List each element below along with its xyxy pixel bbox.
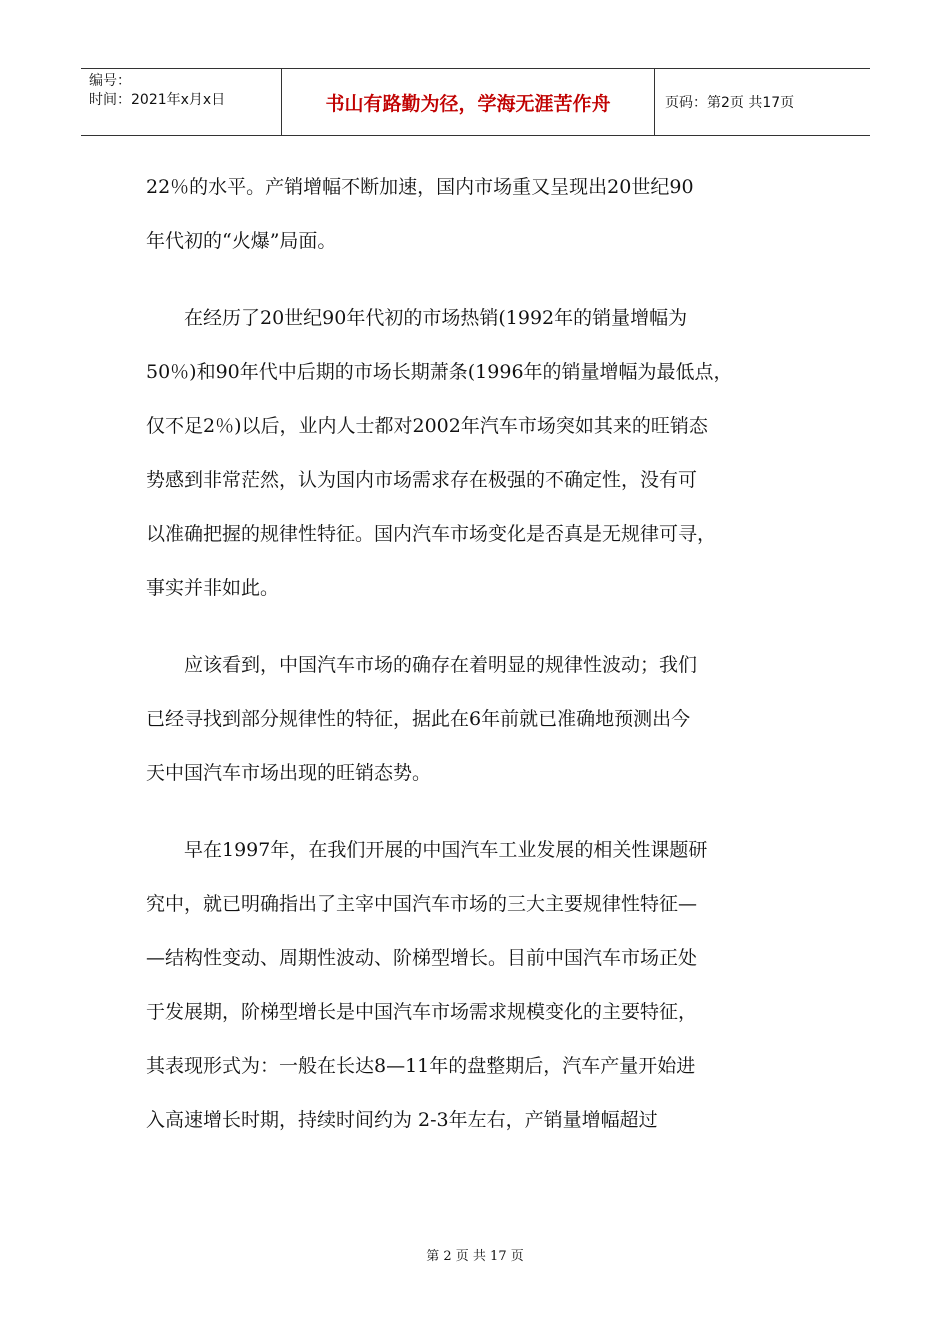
text-line: 事实并非如此。: [146, 577, 280, 599]
page-footer: 第 2 页 共 17 页: [426, 1249, 524, 1264]
paragraph: [146, 638, 806, 800]
text-line: 应该看到，中国汽车市场的确存在着明显的规律性波动；我们: [184, 654, 698, 676]
document-body: [146, 160, 806, 1147]
text-line: 于发展期，阶梯型增长是中国汽车市场需求规模变化的主要特征，: [146, 1001, 698, 1023]
paragraph: [146, 291, 806, 615]
header-meta: [81, 69, 282, 135]
header-motto: 书山有路勤为径，学海无涯苦作舟: [282, 69, 655, 135]
text-line: 早在1997年，在我们开展的中国汽车工业发展的相关性课题研: [184, 839, 708, 861]
text-line: 入高速增长时期，持续时间约为 2-3年左右，产销量增幅超过: [146, 1109, 658, 1131]
text-line: 势感到非常茫然，认为国内市场需求存在极强的不确定性，没有可: [146, 469, 698, 491]
text-line: 究中，就已明确指出了主宰中国汽车市场的三大主要规律性特征—: [146, 893, 698, 915]
text-line: 其表现形式为：一般在长达8—11年的盘整期后，汽车产量开始进: [146, 1055, 696, 1077]
text-line: 已经寻找到部分规律性的特征，据此在6年前就已准确地预测出今: [146, 708, 691, 730]
text-line: 天中国汽车市场出现的旺销态势。: [146, 762, 432, 784]
document-time-label: 时间：2021年x月x日: [89, 92, 226, 108]
text-line: 以准确把握的规律性特征。国内汽车市场变化是否真是无规律可寻，: [146, 523, 717, 545]
paragraph: [146, 823, 806, 1147]
text-line: 在经历了20世纪90年代初的市场热销(1992年的销量增幅为: [184, 307, 688, 329]
text-line: 50％)和90年代中后期的市场长期萧条(1996年的销量增幅为最低点，: [146, 361, 733, 383]
text-line: —结构性变动、周期性波动、阶梯型增长。目前中国汽车市场正处: [146, 947, 698, 969]
page-header: [81, 68, 870, 136]
header-page-code: 页码：第2页 共17页: [665, 95, 795, 111]
text-line: 仅不足2％)以后，业内人士都对2002年汽车市场突如其来的旺销态: [146, 415, 708, 437]
document-number-label: 编号：: [89, 73, 131, 89]
paragraph-continued: [146, 160, 806, 268]
text-line: 22％的水平。产销增幅不断加速，国内市场重又呈现出20世纪90: [146, 176, 694, 198]
text-line: 年代初的“火爆”局面。: [146, 230, 337, 252]
